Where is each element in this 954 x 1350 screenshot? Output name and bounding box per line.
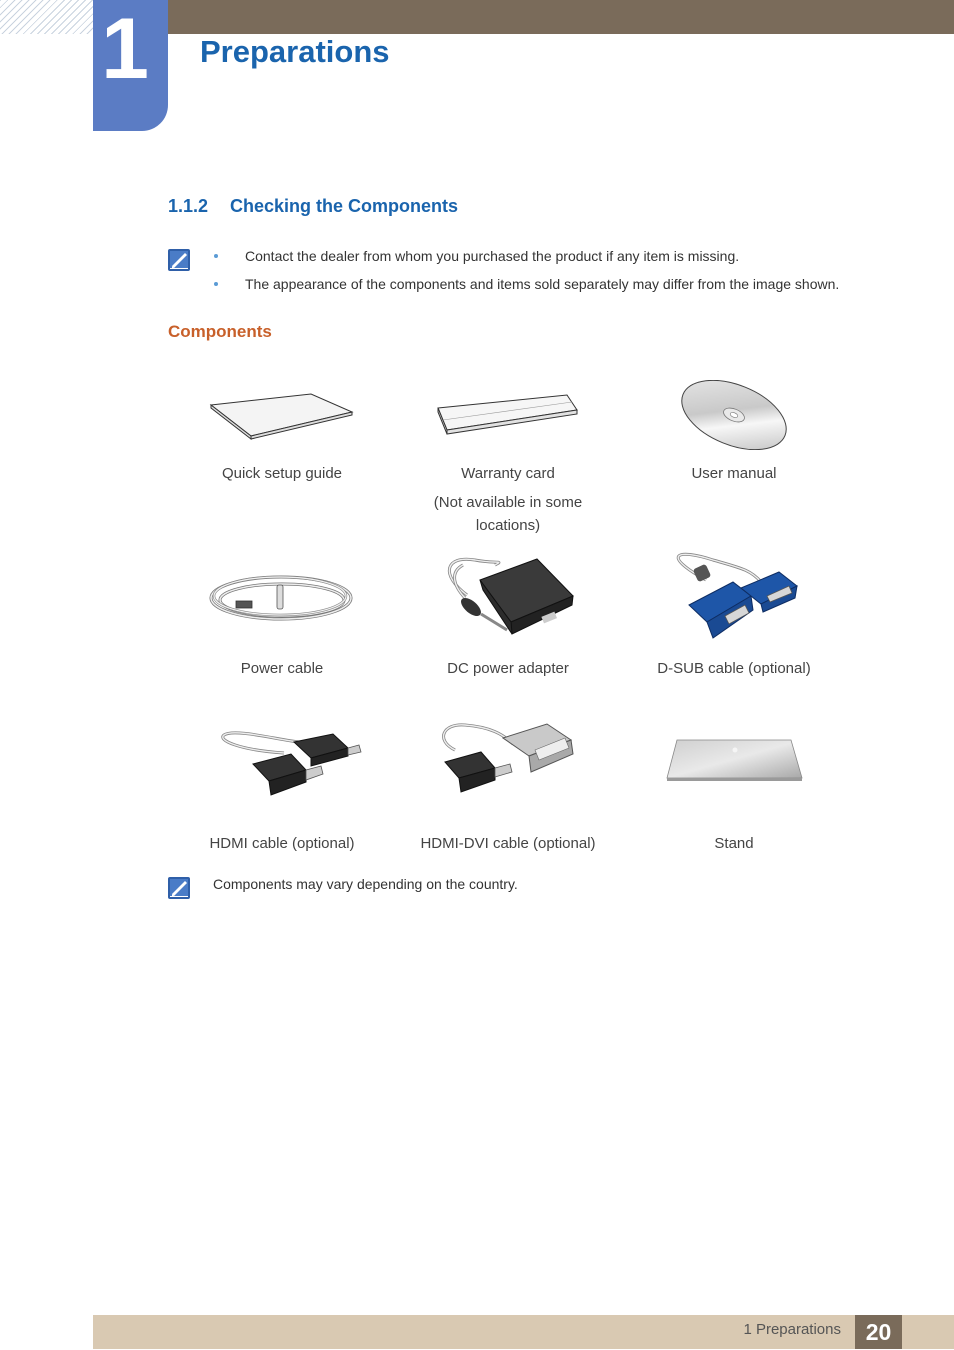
component-label: HDMI cable (optional) [209, 835, 355, 852]
header-bar [168, 0, 954, 34]
chapter-tab [93, 0, 168, 131]
component-label: Stand [714, 835, 754, 852]
component-label: D-SUB cable (optional) [657, 660, 811, 677]
page-footer [93, 1315, 954, 1349]
warranty-card-icon [395, 380, 621, 450]
footer-note-text: Components may vary depending on the country. [213, 876, 518, 892]
stand-icon [621, 720, 847, 810]
component-label: User manual [691, 465, 777, 482]
hdmi-dvi-cable-icon [395, 720, 621, 810]
note-text: Contact the dealer from whom you purchased the product if any item is missing. [245, 248, 740, 264]
page-number: 20 [855, 1315, 902, 1349]
bullet-icon [214, 282, 218, 286]
quick-setup-guide-icon [169, 380, 395, 450]
note-text: The appearance of the components and items sold separately may differ from the image shown. [245, 276, 840, 292]
hdmi-cable-icon [169, 720, 395, 810]
cd-icon [621, 380, 847, 450]
section-number: 1.1.2 [168, 196, 209, 216]
chapter-title: Preparations [200, 34, 390, 69]
component-label: Quick setup guide [221, 465, 343, 482]
component-label: HDMI-DVI cable (optional) [420, 835, 596, 852]
component-sublabel: locations) [475, 517, 541, 534]
power-cable-icon [169, 550, 395, 650]
dsub-cable-icon [621, 550, 847, 650]
component-label: Warranty card [461, 465, 555, 482]
note-icon [168, 249, 190, 271]
section-heading [168, 196, 458, 217]
component-label: DC power adapter [447, 660, 569, 677]
component-label: Power cable [240, 660, 324, 677]
dc-adapter-icon [395, 550, 621, 650]
section-title: Checking the Components [230, 196, 459, 216]
footer-chapter-label: 1 Preparations [743, 1321, 841, 1338]
chapter-number: 1 [101, 1, 149, 97]
bullet-icon [214, 254, 218, 258]
note-icon [168, 877, 190, 899]
components-heading: Components [168, 322, 272, 341]
header-hatch-decoration [0, 0, 93, 34]
component-sublabel: (Not available in some [433, 494, 583, 511]
